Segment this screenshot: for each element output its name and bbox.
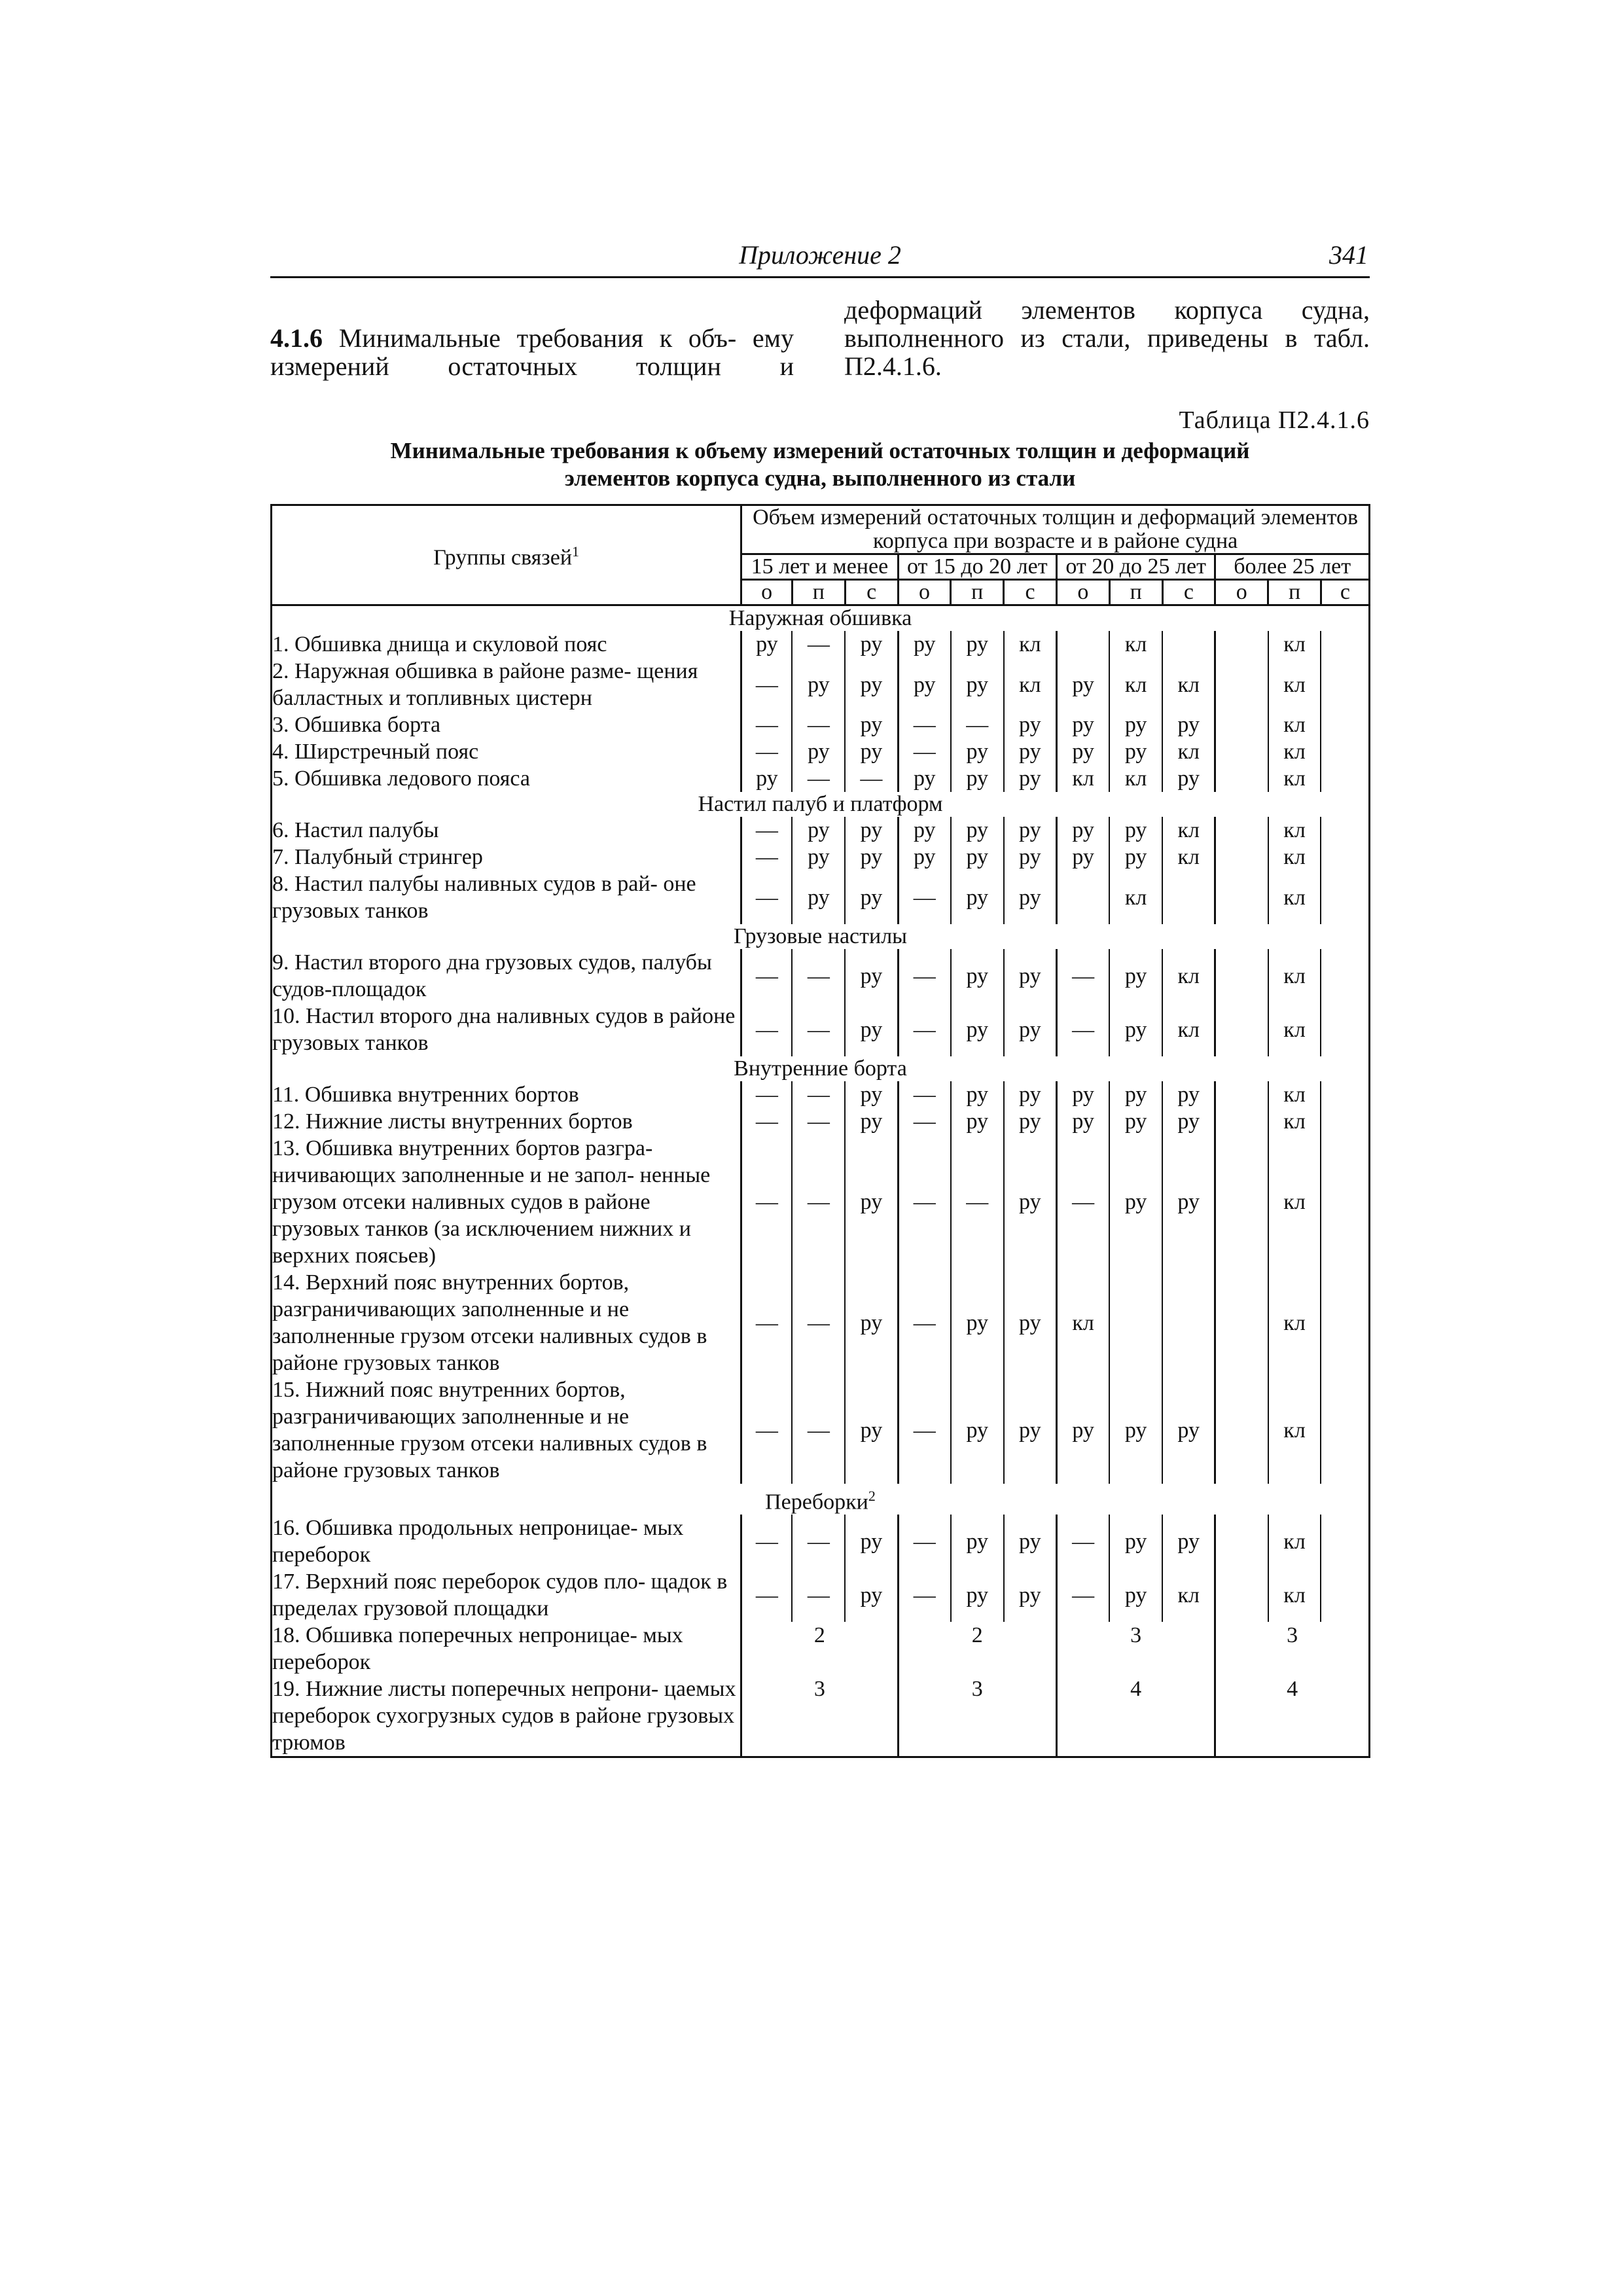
table-cell: — bbox=[898, 1376, 951, 1484]
table-row bbox=[272, 1003, 1370, 1056]
table-cell bbox=[1162, 1269, 1215, 1376]
table-cell bbox=[1215, 1003, 1268, 1056]
subcolumn-header: о bbox=[1056, 580, 1109, 605]
table-cell: кл bbox=[1268, 870, 1321, 924]
group-value-cell: 4 bbox=[1056, 1676, 1215, 1757]
table-cell: кл bbox=[1162, 817, 1215, 844]
section-header-row bbox=[272, 605, 1370, 632]
table-cell: кл bbox=[1162, 844, 1215, 870]
table-row bbox=[272, 817, 1370, 844]
table-row bbox=[272, 844, 1370, 870]
table-cell bbox=[1321, 844, 1369, 870]
table-cell: кл bbox=[1109, 765, 1162, 792]
table-cell bbox=[1056, 631, 1109, 658]
subcolumn-header: п bbox=[1109, 580, 1162, 605]
table-cell: кл bbox=[1268, 1081, 1321, 1108]
row-name: 13. Обшивка внутренних бортов разгра- ничивающих заполненные и не запол- ненные грузом отсеки наливных судов в районе грузовых танков (за исключением нижних и верхних поясьев) bbox=[272, 1135, 741, 1269]
row-name: 12. Нижние листы внутренних бортов bbox=[272, 1108, 741, 1135]
table-cell: — bbox=[1056, 1135, 1109, 1269]
group-value-cell: 3 bbox=[898, 1676, 1056, 1757]
row-name: 3. Обшивка борта bbox=[272, 711, 741, 738]
table-cell: — bbox=[792, 1135, 845, 1269]
table-cell: ру bbox=[1004, 1081, 1057, 1108]
table-cell: ру bbox=[1004, 949, 1057, 1003]
group-value-cell: 3 bbox=[1215, 1622, 1370, 1676]
table-cell: кл bbox=[1268, 844, 1321, 870]
table-cell: ру bbox=[951, 844, 1004, 870]
table-cell: кл bbox=[1268, 949, 1321, 1003]
table-cell: — bbox=[792, 1003, 845, 1056]
table-cell: ру bbox=[1004, 1269, 1057, 1376]
scope-header: Объем измерений остаточных толщин и деформаций элементов корпуса при возрасте и в районе судна bbox=[741, 505, 1370, 554]
section-title: Внутренние борта bbox=[272, 1056, 1370, 1081]
table-cell: ру bbox=[1056, 711, 1109, 738]
table-cell bbox=[1215, 1135, 1268, 1269]
row-name: 17. Верхний пояс переборок судов пло- щадок в пределах грузовой площадки bbox=[272, 1568, 741, 1622]
table-cell: ру bbox=[951, 949, 1004, 1003]
table-cell: ру bbox=[845, 1135, 898, 1269]
table-cell: ру bbox=[951, 1376, 1004, 1484]
table-cell: — bbox=[741, 1003, 793, 1056]
page-number: 341 bbox=[1329, 240, 1368, 270]
subcolumn-header: о bbox=[898, 580, 951, 605]
table-cell: ру bbox=[898, 765, 951, 792]
table-cell: — bbox=[1056, 949, 1109, 1003]
section-title: Настил палуб и платформ bbox=[272, 792, 1370, 817]
section-header-row bbox=[272, 1484, 1370, 1515]
group-value-cell: 2 bbox=[898, 1622, 1056, 1676]
table-cell: — bbox=[741, 1269, 793, 1376]
subcolumn-header: п bbox=[1268, 580, 1321, 605]
table-row bbox=[272, 1081, 1370, 1108]
section-header-row bbox=[272, 792, 1370, 817]
table-cell: — bbox=[898, 1081, 951, 1108]
table-cell: кл bbox=[1268, 658, 1321, 711]
table-cell: ру bbox=[1004, 1108, 1057, 1135]
table-cell: ру bbox=[951, 1515, 1004, 1568]
subcolumn-header: с bbox=[1004, 580, 1057, 605]
row-name: 2. Наружная обшивка в районе разме- щения балластных и топливных цистерн bbox=[272, 658, 741, 711]
table-cell: ру bbox=[845, 1003, 898, 1056]
table-cell: кл bbox=[1268, 738, 1321, 765]
table-cell: ру bbox=[1004, 1135, 1057, 1269]
table-cell: — bbox=[898, 1269, 951, 1376]
table-cell: — bbox=[741, 1568, 793, 1622]
subcolumn-header: с bbox=[845, 580, 898, 605]
table-cell: — bbox=[741, 658, 793, 711]
table-cell: — bbox=[741, 711, 793, 738]
subcolumn-header: с bbox=[1321, 580, 1369, 605]
table-cell bbox=[1321, 817, 1369, 844]
table-cell: — bbox=[951, 1135, 1004, 1269]
row-name: 10. Настил второго дна наливных судов в районе грузовых танков bbox=[272, 1003, 741, 1056]
table-row bbox=[272, 1676, 1370, 1757]
table-cell: ру bbox=[951, 1108, 1004, 1135]
table-cell: ру bbox=[1109, 1135, 1162, 1269]
table-cell bbox=[1215, 711, 1268, 738]
table-cell: ру bbox=[1109, 844, 1162, 870]
table-cell bbox=[1321, 1003, 1369, 1056]
table-row bbox=[272, 949, 1370, 1003]
table-cell: ру bbox=[951, 1081, 1004, 1108]
table-cell: — bbox=[792, 765, 845, 792]
table-row bbox=[272, 711, 1370, 738]
table-cell: ру bbox=[845, 631, 898, 658]
table-cell: ру bbox=[845, 949, 898, 1003]
section-title: Грузовые настилы bbox=[272, 924, 1370, 949]
table-cell: ру bbox=[1004, 1376, 1057, 1484]
table-cell bbox=[1215, 1081, 1268, 1108]
table-cell: кл bbox=[1162, 738, 1215, 765]
table-cell: ру bbox=[1109, 1568, 1162, 1622]
table-cell: — bbox=[792, 711, 845, 738]
age-header: от 20 до 25 лет bbox=[1056, 554, 1215, 580]
table-cell: ру bbox=[1056, 1081, 1109, 1108]
table-cell bbox=[1162, 870, 1215, 924]
table-cell: кл bbox=[1268, 1003, 1321, 1056]
group-value-cell: 4 bbox=[1215, 1676, 1370, 1757]
table-cell: ру bbox=[951, 738, 1004, 765]
table-cell: ру bbox=[1004, 1003, 1057, 1056]
table-cell: ру bbox=[1004, 711, 1057, 738]
table-cell: ру bbox=[845, 1515, 898, 1568]
table-cell: ру bbox=[1109, 738, 1162, 765]
row-name: 9. Настил второго дна грузовых судов, палубы судов-площадок bbox=[272, 949, 741, 1003]
table-cell: — bbox=[741, 738, 793, 765]
section-title: Наружная обшивка bbox=[272, 605, 1370, 632]
table-cell: — bbox=[792, 631, 845, 658]
table-cell: — bbox=[1056, 1515, 1109, 1568]
table-cell: ру bbox=[1109, 1081, 1162, 1108]
table-cell: — bbox=[792, 1515, 845, 1568]
table-cell bbox=[1321, 1515, 1369, 1568]
table-cell: — bbox=[1056, 1003, 1109, 1056]
age-header: от 15 до 20 лет bbox=[898, 554, 1056, 580]
table-cell: — bbox=[741, 949, 793, 1003]
table-cell: кл bbox=[1004, 658, 1057, 711]
table-cell: ру bbox=[845, 1568, 898, 1622]
table-cell: ру bbox=[1109, 1376, 1162, 1484]
table-cell: ру bbox=[792, 658, 845, 711]
table-row bbox=[272, 1568, 1370, 1622]
table-cell bbox=[1321, 711, 1369, 738]
table-cell: — bbox=[898, 1135, 951, 1269]
table-cell: ру bbox=[1109, 1003, 1162, 1056]
table-cell bbox=[1162, 631, 1215, 658]
table-cell: — bbox=[741, 844, 793, 870]
row-name: 1. Обшивка днища и скуловой пояс bbox=[272, 631, 741, 658]
table-cell: ру bbox=[1056, 1376, 1109, 1484]
table-cell: — bbox=[898, 870, 951, 924]
table-cell bbox=[1321, 765, 1369, 792]
group-value-cell: 2 bbox=[741, 1622, 898, 1676]
table-row bbox=[272, 1135, 1370, 1269]
table-cell bbox=[1215, 658, 1268, 711]
table-cell bbox=[1215, 870, 1268, 924]
table-cell: кл bbox=[1268, 1568, 1321, 1622]
table-cell: кл bbox=[1004, 631, 1057, 658]
table-cell: ру bbox=[792, 738, 845, 765]
table-row bbox=[272, 1622, 1370, 1676]
table-cell: ру bbox=[951, 1568, 1004, 1622]
table-cell: ру bbox=[1004, 817, 1057, 844]
table-cell: ру bbox=[951, 658, 1004, 711]
table-cell: ру bbox=[1056, 738, 1109, 765]
table-cell: ру bbox=[1056, 844, 1109, 870]
table-cell bbox=[1215, 1108, 1268, 1135]
table-cell: ру bbox=[898, 631, 951, 658]
row-name: 15. Нижний пояс внутренних бортов, разграничивающих заполненные и не заполненные грузом отсеки наливных судов в районе грузовых танков bbox=[272, 1376, 741, 1484]
section-title: Переборки$^2$ bbox=[272, 1484, 1370, 1515]
table-cell: ру bbox=[898, 658, 951, 711]
table-cell: кл bbox=[1268, 711, 1321, 738]
table-cell: ру bbox=[1004, 738, 1057, 765]
row-name: 18. Обшивка поперечных непроницае- мых переборок bbox=[272, 1622, 741, 1676]
table-cell: ру bbox=[1162, 1108, 1215, 1135]
table-cell: ру bbox=[1004, 844, 1057, 870]
table-row bbox=[272, 1108, 1370, 1135]
table-cell: — bbox=[741, 1081, 793, 1108]
table-cell: ру bbox=[951, 817, 1004, 844]
table-cell: ру bbox=[845, 870, 898, 924]
table-cell: — bbox=[741, 1108, 793, 1135]
table-cell: — bbox=[898, 1568, 951, 1622]
table-cell: ру bbox=[1004, 765, 1057, 792]
table-cell bbox=[1321, 738, 1369, 765]
table-row bbox=[272, 738, 1370, 765]
section-header-row bbox=[272, 1056, 1370, 1081]
row-name: 16. Обшивка продольных непроницае- мых переборок bbox=[272, 1515, 741, 1568]
table-cell: ру bbox=[845, 1269, 898, 1376]
intro-left-column bbox=[270, 324, 794, 380]
table-cell bbox=[1321, 1081, 1369, 1108]
table-cell: ру bbox=[845, 658, 898, 711]
table-cell: — bbox=[741, 817, 793, 844]
intro-right-text: деформаций элементов корпуса судна, выполненного из стали, приведены в табл. П2.4.1.6. bbox=[844, 295, 1370, 381]
table-title-line-1: Минимальные требования к объему измерений остаточных толщин и деформаций bbox=[390, 438, 1250, 463]
table-cell: ру bbox=[1004, 870, 1057, 924]
table-cell: — bbox=[898, 1003, 951, 1056]
group-value-cell: 3 bbox=[1056, 1622, 1215, 1676]
table-cell: ру bbox=[845, 738, 898, 765]
table-cell bbox=[1109, 1269, 1162, 1376]
table-cell: ру bbox=[845, 844, 898, 870]
running-title: Приложение 2 bbox=[739, 240, 901, 270]
table-cell: ру bbox=[845, 817, 898, 844]
subcolumn-header: п bbox=[951, 580, 1004, 605]
table-cell: — bbox=[792, 1568, 845, 1622]
table-cell: ру bbox=[1162, 1081, 1215, 1108]
table-row bbox=[272, 765, 1370, 792]
table-cell: ру bbox=[951, 1269, 1004, 1376]
table-cell: ру bbox=[845, 1081, 898, 1108]
table-cell bbox=[1321, 1108, 1369, 1135]
table-row bbox=[272, 658, 1370, 711]
group-value-cell: 3 bbox=[741, 1676, 898, 1757]
table-cell: — bbox=[845, 765, 898, 792]
age-header: более 25 лет bbox=[1215, 554, 1370, 580]
table-cell: ру bbox=[1162, 1135, 1215, 1269]
table-cell: — bbox=[741, 1515, 793, 1568]
table-cell: — bbox=[951, 711, 1004, 738]
age-header: 15 лет и менее bbox=[741, 554, 898, 580]
table-cell: ру bbox=[1109, 817, 1162, 844]
row-name: 11. Обшивка внутренних бортов bbox=[272, 1081, 741, 1108]
table-cell: кл bbox=[1268, 1376, 1321, 1484]
table-cell bbox=[1056, 870, 1109, 924]
table-cell: ру bbox=[951, 765, 1004, 792]
table-cell: кл bbox=[1268, 1269, 1321, 1376]
table-cell bbox=[1215, 949, 1268, 1003]
table-cell: ру bbox=[1004, 1568, 1057, 1622]
table-cell: кл bbox=[1109, 870, 1162, 924]
table-title-line-2: элементов корпуса судна, выполненного из стали bbox=[564, 465, 1076, 491]
table-cell bbox=[1215, 1515, 1268, 1568]
section-number: 4.1.6 bbox=[270, 323, 323, 353]
table-cell bbox=[1321, 658, 1369, 711]
table-cell: кл bbox=[1268, 765, 1321, 792]
table-cell: ру bbox=[951, 1003, 1004, 1056]
subcolumn-header: о bbox=[741, 580, 793, 605]
table-cell: — bbox=[741, 870, 793, 924]
page-header bbox=[270, 236, 1370, 278]
table-cell: — bbox=[792, 1376, 845, 1484]
subcolumn-header: с bbox=[1162, 580, 1215, 605]
table-cell: ру bbox=[741, 631, 793, 658]
table-cell: — bbox=[792, 1108, 845, 1135]
table-row bbox=[272, 1376, 1370, 1484]
table-cell: ру bbox=[741, 765, 793, 792]
table-cell: ру bbox=[1162, 1376, 1215, 1484]
table-cell: кл bbox=[1056, 765, 1109, 792]
table-cell: — bbox=[898, 711, 951, 738]
table-cell: ру bbox=[898, 817, 951, 844]
table-cell: кл bbox=[1268, 631, 1321, 658]
table-cell: ру bbox=[1056, 658, 1109, 711]
groups-header: Группы связей$^1$ bbox=[272, 505, 741, 605]
table-header bbox=[272, 505, 1370, 605]
table-cell: кл bbox=[1162, 658, 1215, 711]
table-cell: ру bbox=[845, 1376, 898, 1484]
row-name: 6. Настил палубы bbox=[272, 817, 741, 844]
table-cell: — bbox=[898, 1515, 951, 1568]
subcolumn-header: о bbox=[1215, 580, 1268, 605]
table-cell bbox=[1321, 1568, 1369, 1622]
table-cell bbox=[1321, 631, 1369, 658]
section-header-row bbox=[272, 924, 1370, 949]
table-cell: кл bbox=[1162, 1568, 1215, 1622]
table-cell: — bbox=[792, 1081, 845, 1108]
table-cell bbox=[1215, 738, 1268, 765]
table-cell: ру bbox=[1004, 1515, 1057, 1568]
table-cell: ру bbox=[1056, 817, 1109, 844]
intro-right-column bbox=[844, 296, 1370, 380]
table-cell: ру bbox=[1162, 765, 1215, 792]
table-cell: — bbox=[792, 949, 845, 1003]
table-label: Таблица П2.4.1.6 bbox=[1179, 406, 1370, 434]
table-body bbox=[272, 605, 1370, 1757]
table-cell: — bbox=[898, 1108, 951, 1135]
table-row bbox=[272, 1515, 1370, 1568]
row-name: 14. Верхний пояс внутренних бортов, разграничивающих заполненные и не заполненные грузом отсеки наливных судов в районе грузовых танков bbox=[272, 1269, 741, 1376]
table-cell: кл bbox=[1109, 631, 1162, 658]
table-cell bbox=[1321, 1376, 1369, 1484]
table-cell: — bbox=[741, 1376, 793, 1484]
table-cell bbox=[1215, 631, 1268, 658]
table-cell: ру bbox=[1162, 711, 1215, 738]
table-cell: ру bbox=[1109, 1108, 1162, 1135]
table-cell: ру bbox=[1056, 1108, 1109, 1135]
table-cell: — bbox=[741, 1135, 793, 1269]
table-cell: ру bbox=[845, 1108, 898, 1135]
table-cell: — bbox=[1056, 1568, 1109, 1622]
table-cell: — bbox=[898, 738, 951, 765]
table-cell: ру bbox=[1109, 1515, 1162, 1568]
table-cell: ру bbox=[951, 631, 1004, 658]
row-name: 4. Ширстречный пояс bbox=[272, 738, 741, 765]
table-cell: — bbox=[898, 949, 951, 1003]
table-cell bbox=[1321, 1269, 1369, 1376]
row-name: 8. Настил палубы наливных судов в рай- оне грузовых танков bbox=[272, 870, 741, 924]
table-cell bbox=[1215, 1568, 1268, 1622]
table-cell bbox=[1215, 844, 1268, 870]
row-name: 7. Палубный стрингер bbox=[272, 844, 741, 870]
table-cell bbox=[1215, 1376, 1268, 1484]
table-cell bbox=[1215, 817, 1268, 844]
table-row bbox=[272, 631, 1370, 658]
table-title bbox=[270, 437, 1370, 492]
table-cell: кл bbox=[1268, 1108, 1321, 1135]
table-cell: ру bbox=[792, 817, 845, 844]
table-row bbox=[272, 1269, 1370, 1376]
table-cell: ру bbox=[951, 870, 1004, 924]
table-cell bbox=[1321, 870, 1369, 924]
table-cell: кл bbox=[1268, 1135, 1321, 1269]
row-name: 5. Обшивка ледового пояса bbox=[272, 765, 741, 792]
table-cell bbox=[1321, 949, 1369, 1003]
table-cell: ру bbox=[1109, 711, 1162, 738]
subcolumn-header: п bbox=[792, 580, 845, 605]
table-cell bbox=[1321, 1135, 1369, 1269]
intro-left-text: Минимальные требования к объ- ему измерений остаточных толщин и bbox=[270, 323, 794, 381]
table-cell: — bbox=[792, 1269, 845, 1376]
table-cell: кл bbox=[1268, 817, 1321, 844]
table-cell: ру bbox=[845, 711, 898, 738]
table-cell: кл bbox=[1056, 1269, 1109, 1376]
table-cell: ру bbox=[898, 844, 951, 870]
table-cell bbox=[1215, 765, 1268, 792]
table-cell bbox=[1215, 1269, 1268, 1376]
table-cell: кл bbox=[1268, 1515, 1321, 1568]
table-row bbox=[272, 870, 1370, 924]
table-cell: ру bbox=[792, 844, 845, 870]
requirements-table bbox=[270, 504, 1370, 1758]
table-cell: кл bbox=[1162, 949, 1215, 1003]
table-cell: ру bbox=[1162, 1515, 1215, 1568]
table-cell: ру bbox=[792, 870, 845, 924]
table-cell: ру bbox=[1109, 949, 1162, 1003]
table-cell: кл bbox=[1109, 658, 1162, 711]
table-cell: кл bbox=[1162, 1003, 1215, 1056]
row-name: 19. Нижние листы поперечных непрони- цаемых переборок сухогрузных судов в районе грузовых трюмов bbox=[272, 1676, 741, 1757]
